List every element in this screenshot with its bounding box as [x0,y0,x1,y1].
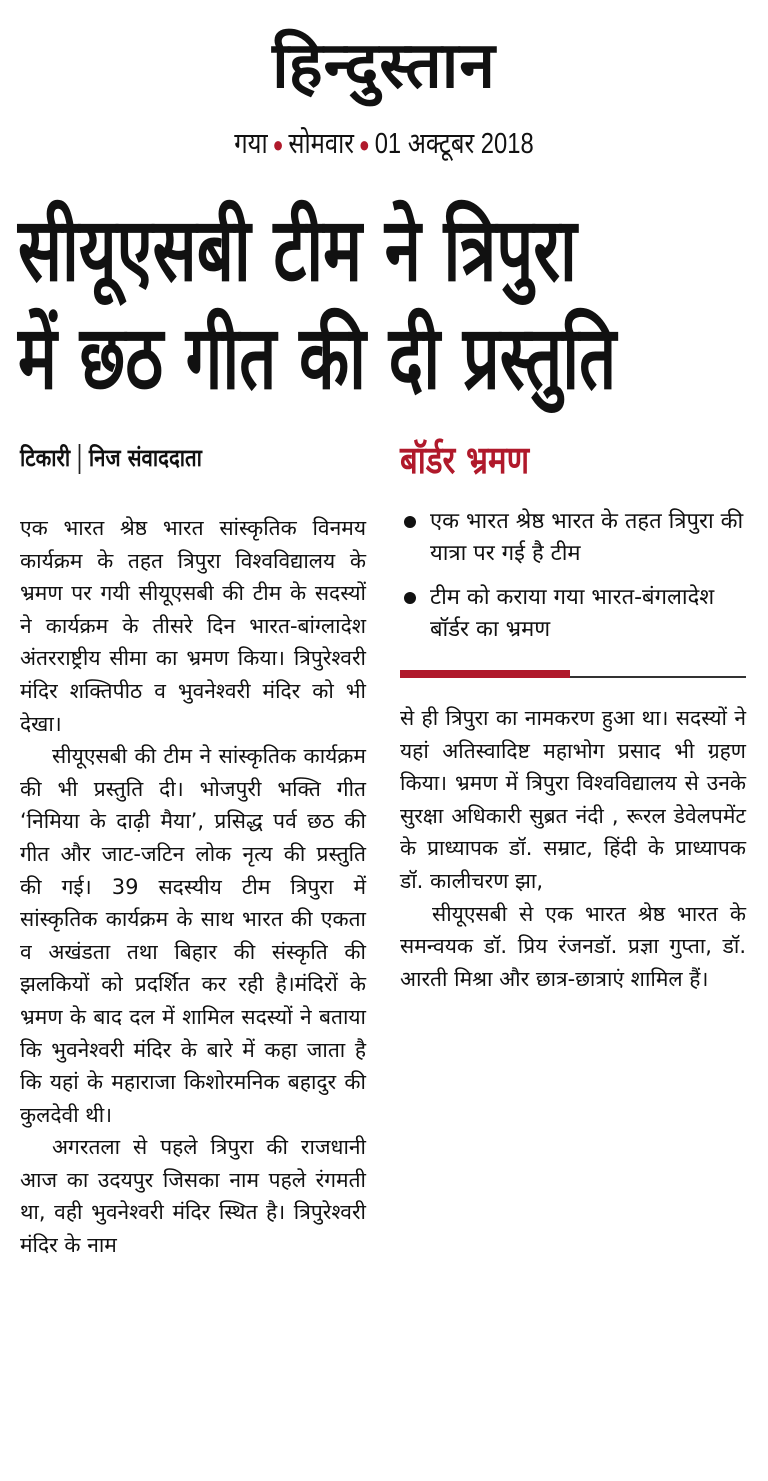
sidebar-accent-rule [400,670,570,678]
bullet-dot-icon [404,592,416,604]
article-paragraph: सीयूएसबी से एक भारत श्रेष्ठ भारत के समन्वयक डॉ. प्रिय रंजनडॉ. प्रज्ञा गुप्ता, डॉ. आरती मिश्रा और छात्र-छात्राएं शामिल हैं। [400,901,746,991]
dateline-date: 01 अक्टूबर 2018 [374,128,534,160]
byline-author: निज संवाददाता [88,444,202,472]
dateline-day: सोमवार [288,128,354,160]
article-paragraph: से ही त्रिपुरा का नामकरण हुआ था। सदस्यों ने यहां अतिस्वादिष्ट महाभोग प्रसाद भी ग्रहण किया। भ्रमण में त्रिपुरा विश्वविद्यालय से उनके सुरक्षा अधिकारी सुब्रत नंदी , रूरल डेवेलपमेंट के प्राध्यापक डॉ. सम्राट, हिंदी के प्राध्यापक डॉ. कालीचरण झा, [400,706,746,893]
article-paragraph: अगरतला से पहले त्रिपुरा की राजधानी आज का उदयपुर जिसका नाम पहले रंगमती था, वही भुवनेश्वरी मंदिर स्थित है। त्रिपुरेश्वरी मंदिर के नाम [20,1135,366,1258]
sidebar-bullet-item [400,506,746,570]
masthead-logo: हिन्दुस्तान [272,29,496,103]
sidebar-title: बॉर्डर भ्रमण [400,438,530,482]
byline-divider [79,444,81,474]
byline-place: टिकारी [20,444,71,472]
dateline-city: गया [234,128,268,160]
bullet-dot-icon: ● [358,132,370,158]
dateline [69,124,699,165]
article-column-right [400,702,746,995]
sidebar-bullet-list [400,506,746,658]
sidebar-bullet-item [400,582,746,646]
sidebar-bullet-text: टीम को कराया गया भारत-बंगलादेश बॉर्डर का भ्रमण [430,585,715,642]
article-paragraph: सीयूएसबी की टीम ने सांस्कृतिक कार्यक्रम की भी प्रस्तुति दी। भोजपुरी भक्ति गीत ‘निमिया के दाढ़ी मैया’, प्रसिद्ध पर्व छठ की गीत और जाट-जटिन लोक नृत्य की प्रस्तुति की गई। 39 सदस्यीय टीम त्रिपुरा में सांस्कृतिक कार्यक्रम के साथ भारत की एकता व अखंडता तथा बिहार की संस्कृति की झलकियों को प्रदर्शित कर रही है।मंदिरों के भ्रमण के बाद दल में शामिल सदस्यों ने बताया कि भुवनेश्वरी मंदिर के बारे में कहा जाता है कि यहां के महाराजा किशोरमनिक बहादुर की कुलदेवी थी। [20,744,366,1127]
sidebar-divider-rule [570,676,746,678]
headline-line-2: में छठ गीत की दी प्रस्तुति [18,306,617,409]
byline [20,440,202,476]
headline-line-1: सीयूएसबी टीम ने त्रिपुरा [18,198,577,301]
article-column-left [20,512,366,1262]
bullet-dot-icon [404,516,416,528]
headline [18,196,617,412]
article-paragraph: एक भारत श्रेष्ठ भारत सांस्कृतिक विनमय कार्यक्रम के तहत त्रिपुरा विश्वविद्यालय के भ्रमण पर गयी सीयूएसबी की टीम के सदस्यों ने कार्यक्रम के तीसरे दिन भारत-बांग्लादेश अंतरराष्ट्रीय सीमा का भ्रमण किया। त्रिपुरेश्वरी मंदिर शक्तिपीठ व भुवनेश्वरी मंदिर को भी देखा। [20,516,366,736]
bullet-dot-icon: ● [272,132,284,158]
sidebar-bullet-text: एक भारत श्रेष्ठ भारत के तहत त्रिपुरा की यात्रा पर गई है टीम [430,509,744,566]
